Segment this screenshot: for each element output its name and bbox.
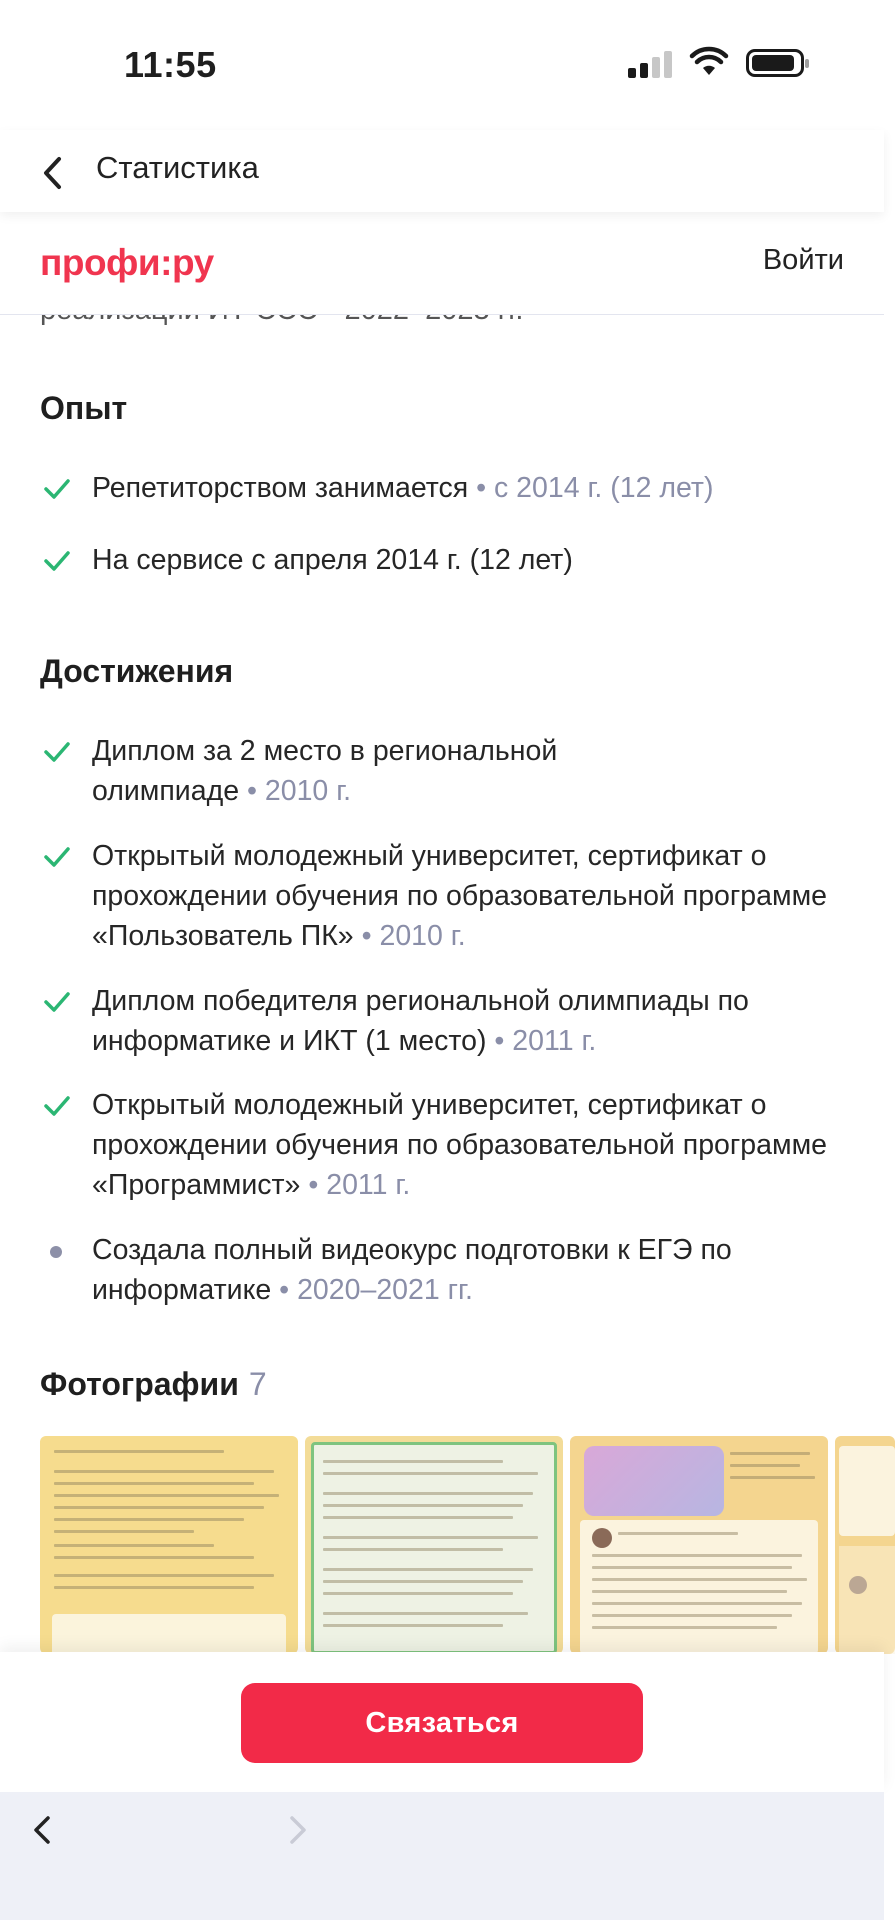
achievement-label: Открытый молодежный университет, сертификат о прохождении обучения по образовательной программе «Программист» (92, 1089, 828, 1201)
achievement-label: Диплом победителя региональной олимпиады по информатике и ИКТ (1 место) (92, 985, 749, 1057)
photos-title-label: Фотографии (40, 1366, 239, 1402)
battery-icon (746, 49, 804, 77)
chevron-left-icon (24, 1810, 64, 1850)
achievement-date: • 2010 г. (353, 920, 466, 952)
experience-label: На сервисе с апреля 2014 г. (12 лет) (92, 544, 573, 576)
achievement-date: • 2011 г. (486, 1025, 597, 1057)
achievement-text (92, 1230, 852, 1310)
experience-label: Репетиторством занимается (92, 472, 469, 504)
site-header (0, 212, 884, 315)
chevron-left-icon (41, 155, 65, 191)
browser-back-button[interactable] (24, 1810, 64, 1850)
nav-title: Статистика (96, 150, 259, 185)
nav-header (0, 130, 884, 212)
bullet-dot-icon (50, 1246, 62, 1258)
profi-logo[interactable]: профи:ру (40, 242, 214, 283)
experience-text (92, 540, 892, 580)
achievement-text (92, 731, 652, 811)
photo-thumbnail[interactable] (305, 1436, 563, 1654)
status-bar (0, 0, 884, 130)
photo-thumbnail[interactable] (40, 1436, 298, 1654)
achievement-date: • 2010 г. (239, 775, 352, 807)
achievements-title: Достижения (40, 653, 234, 689)
achievement-text (92, 981, 872, 1061)
chevron-right-icon (276, 1810, 316, 1850)
back-button[interactable] (28, 148, 78, 198)
login-link[interactable]: Войти (762, 244, 844, 276)
cut-off-text (40, 314, 680, 334)
browser-toolbar (0, 1792, 884, 1920)
signal-icon (628, 48, 672, 78)
achievement-label: Создала полный видеокурс подготовки к ЕГЭ по информатике (92, 1234, 732, 1306)
check-icon (40, 1089, 74, 1123)
status-time: 11:55 (124, 44, 217, 85)
check-icon (40, 840, 74, 874)
photo-thumbnail[interactable] (570, 1436, 828, 1654)
achievement-text (92, 836, 882, 956)
achievement-text (92, 1085, 882, 1205)
check-icon (40, 544, 74, 578)
check-icon (40, 985, 74, 1019)
status-icons (628, 48, 804, 78)
photo-thumbnail[interactable] (835, 1436, 895, 1654)
experience-text (92, 468, 892, 508)
cta-bar (0, 1652, 884, 1792)
achievement-label: Диплом за 2 место в региональной олимпиаде (92, 735, 558, 807)
wifi-icon (690, 49, 728, 77)
check-icon (40, 472, 74, 506)
photos-title (40, 1366, 267, 1403)
photo-gallery[interactable] (40, 1436, 884, 1654)
achievement-label: Открытый молодежный университет, сертификат о прохождении обучения по образовательной программе «Пользователь ПК» (92, 840, 828, 952)
achievement-date: • 2020–2021 гг. (271, 1274, 473, 1306)
check-icon (40, 735, 74, 769)
photos-count: 7 (248, 1366, 267, 1402)
browser-forward-button[interactable] (276, 1810, 316, 1850)
achievement-date: • 2011 г. (300, 1169, 411, 1201)
experience-date: • с 2014 г. (12 лет) (468, 472, 714, 504)
experience-title: Опыт (40, 390, 128, 426)
contact-button[interactable]: Связаться (241, 1683, 643, 1763)
